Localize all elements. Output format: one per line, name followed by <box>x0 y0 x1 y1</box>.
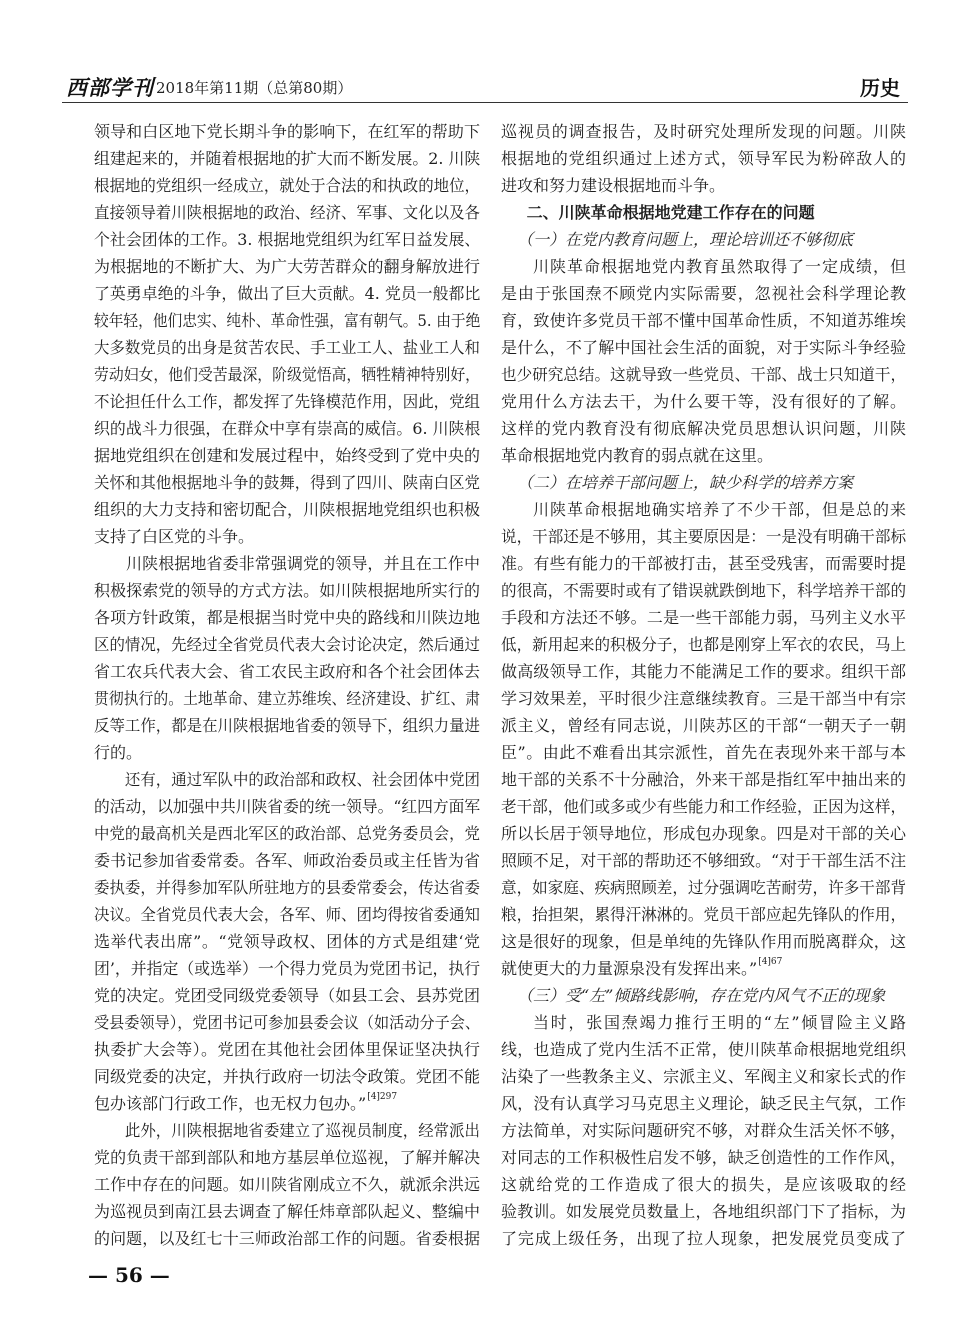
text-line: 的很高，不需要时或有了错误就跌倒地下，科学培养干部的 <box>501 581 907 600</box>
text-line: 决议。全省党员代表大会，各军、师、团均得按省委通知 <box>94 905 481 924</box>
text-line: 区的情况，先经过全省党员代表大会讨论决定，然后通过 <box>94 635 481 654</box>
text-line: 这是很好的现象，但是单纯的先锋队作用而脱离群众，这 <box>501 932 906 951</box>
text-line: 是什么，不了解中国社会生活的面貌，对于实际斗争经验 <box>501 338 906 357</box>
text-line: 委书记参加省委常委。各军、师政治委员或主任皆为省 <box>94 851 480 870</box>
header-rule <box>62 102 908 103</box>
text-line: 对同志的工作积极性启发不够，缺乏创造性的工作作风， <box>501 1148 906 1167</box>
paragraph <box>94 550 480 766</box>
issue-info: 2018年第11期（总第80期） <box>156 79 353 97</box>
paragraph <box>94 1117 480 1252</box>
text-line: 线，也造成了党内生活不正常，使川陕革命根据地党组织 <box>501 1040 906 1059</box>
text-line: 说，干部还是不够用，其主要原因是：一是没有明确干部标 <box>501 527 907 546</box>
text-line: 地干部的关系不十分融洽，外来干部是指红军中抽出来的 <box>501 770 906 789</box>
text-line: 党用什么方法去干，为什么要干等，没有很好的了解。 <box>501 392 906 411</box>
section-heading: 二、川陕革命根据地党建工作存在的问题 <box>526 203 815 222</box>
text-line: 为巡视员到南江县去调查了解任炜章部队起义、整编中 <box>94 1202 480 1221</box>
text-line: 老干部，他们或多或少有些能力和工作经验，正因为这样， <box>501 797 907 816</box>
line-text: 包办该部门行政工作，也无权力包办。” <box>94 1094 367 1113</box>
text-line: 臣”。由此不难看出其宗派性，首先在表现外来干部与本 <box>501 743 906 762</box>
text-line: 还有，通过军队中的政治部和政权、社会团体中党团 <box>124 770 481 789</box>
text-line: 沾染了一些教条主义、宗派主义、军阀主义和家长式的作 <box>501 1067 906 1086</box>
text-line: 织的战斗力很强，在群众中享有崇高的威信。6. 川陕根 <box>94 419 481 438</box>
text-line: 关怀和其他根据地斗争的鼓舞，得到了四川、陕南白区党 <box>94 473 481 492</box>
page-number: — 56 — <box>88 1263 170 1287</box>
text-line: 此外，川陕根据地省委建立了巡视员制度，经常派出 <box>124 1121 481 1140</box>
line-text: 就使更大的力量源泉没有发挥出来。” <box>501 959 758 978</box>
text-line: 行的。 <box>94 743 143 762</box>
text-line: 做高级领导工作，其能力不能满足工作的要求。组织干部 <box>501 662 906 681</box>
text-line: 委执委，并得参加军队所驻地方的县委常委会，传达省委 <box>94 878 481 897</box>
text-line: 劳动妇女，他们受苦最深，阶级觉悟高，牺牲精神特别好， <box>94 365 481 384</box>
text-line: 直接领导着川陕根据地的政治、经济、军事、文化以及各 <box>94 203 481 222</box>
right-column <box>501 118 906 1252</box>
paragraph <box>501 118 906 199</box>
text-line: 的问题，以及红七十三师政治部工作的问题。省委根据 <box>94 1229 480 1248</box>
text-line: 这样的党内教育没有彻底解决党员思想认识问题，川陕 <box>501 419 906 438</box>
text-line: 贯彻执行的。土地革命、建立苏维埃、经济建设、扩红、肃 <box>94 689 481 708</box>
text-line: 同级党委的决定，并执行政府一切法令政策。党团不能 <box>94 1067 480 1086</box>
text-line: 反等工作，都是在川陕根据地省委的领导下，组织力量进 <box>94 716 481 735</box>
text-line: 大多数党员的出身是贫苦农民、手工业工人、盐业工人和 <box>94 338 481 357</box>
text-line: 川陕革命根据地党内教育虽然取得了一定成绩，但 <box>533 257 906 276</box>
text-line: 川陕革命根据地确实培养了不少干部，但是总的来 <box>533 500 906 519</box>
text-line: 执委扩大会等）。党团在其他社会团体里保证坚决执行 <box>94 1040 480 1059</box>
text-line: 党的负责干部到部队和地方基层单位巡视，了解并解决 <box>94 1148 480 1167</box>
text-line: 积极探索党的领导的方式方法。如川陕根据地所实行的 <box>94 581 480 600</box>
text-line: 粮，抬担架，累得汗淋淋的。党员干部应起先锋队的作用， <box>501 905 907 924</box>
section-label: 历史 <box>860 76 900 100</box>
text-line: 团’，并指定（或选举）一个得力党员为党团书记，执行 <box>94 959 481 978</box>
text-line <box>94 1090 480 1117</box>
text-line: 不论担任什么工作，都发挥了先锋模范作用，因此，党组 <box>94 392 481 411</box>
journal-logo: 西部学刊 <box>66 75 154 100</box>
text-line: 风，没有认真学习马克思主义理论，缺乏民主气氛，工作 <box>501 1094 906 1113</box>
citation-superscript: [4]67 <box>758 957 783 967</box>
paragraph <box>94 118 480 550</box>
text-line: 根据地的党组织通过上述方式，领导军民为粉碎敌人的 <box>501 149 906 168</box>
text-line: 组建起来的，并随着根据地的扩大而不断发展。2. 川陕 <box>94 149 481 168</box>
citation-superscript: [4]297 <box>367 1092 398 1102</box>
text-line: 革命根据地党内教育的弱点就在这里。 <box>501 446 774 465</box>
text-line: 领导和白区地下党长期斗争的影响下，在红军的帮助下 <box>94 122 480 141</box>
text-line: 意，如家庭、疾病照顾差，过分强调吃苦耐劳，许多干部背 <box>501 878 907 897</box>
text-line: 准。有些有能力的干部被打击，甚至受残害，而需要时提 <box>501 554 906 573</box>
text-line: 川陕根据地省委非常强调党的领导，并且在工作中 <box>126 554 480 573</box>
text-line: 选举代表出席”。“党领导政权、团体的方式是组建‘党 <box>94 932 480 951</box>
text-line: 所以长居于领导地位，形成包办现象。四是对干部的关心 <box>501 824 906 843</box>
text-line: 学习效果差，平时很少注意继续教育。三是干部当中有宗 <box>501 689 906 708</box>
text-line: 巡视员的调查报告，及时研究处理所发现的问题。川陕 <box>501 122 906 141</box>
text-line: 低，新用起来的积极分子，也都是刚穿上军衣的农民，马上 <box>501 635 907 654</box>
text-line: 派主义，曾经有同志说，川陕苏区的干部“一朝天子一朝 <box>501 716 906 735</box>
text-line: 了完成上级任务，出现了拉人现象，把发展党员变成了 <box>501 1229 906 1248</box>
paragraph <box>94 766 480 1117</box>
text-line: 方法简单，对实际问题研究不够，对群众生活关怀不够， <box>501 1121 906 1140</box>
text-line: 个社会团体的工作。3. 根据地党组织为红军日益发展、 <box>94 230 481 249</box>
text-line: 手段和方法还不够。二是一些干部能力弱，马列主义水平 <box>501 608 906 627</box>
text-line: 受县委领导），党团书记可参加县委会议（如活动分子会、 <box>94 1013 481 1032</box>
text-line: 根据地的党组织一经成立，就处于合法的和执政的地位， <box>94 176 481 195</box>
left-column <box>94 118 480 1252</box>
text-line: 工作中存在的问题。如川陕省刚成立不久，就派余洪远 <box>94 1175 480 1194</box>
text-line: 据地党组织在创建和发展过程中，始终受到了党中央的 <box>94 446 480 465</box>
text-line: 的活动，以加强中共川陕省委的统一领导。“红四方面军 <box>94 797 481 816</box>
text-line: 党的决定。党团受同级党委领导（如县工会、县苏党团 <box>94 986 480 1005</box>
paragraph <box>501 1009 906 1252</box>
text-line: 各项方针政策，都是根据当时党中央的路线和川陕边地 <box>94 608 480 627</box>
text-line: 中党的最高机关是西北军区的政治部、总党务委员会，党 <box>94 824 481 843</box>
text-line: 育，致使许多党员干部不懂中国革命性质，不知道苏维埃 <box>501 311 906 330</box>
text-line: 为根据地的不断扩大、为广大劳苦群众的翻身解放进行 <box>94 257 480 276</box>
text-line: 这就给党的工作造成了很大的损失，是应该吸取的经 <box>501 1175 906 1194</box>
text-line: 照顾不足，对干部的帮助还不够细致。“对于干部生活不注 <box>501 851 907 870</box>
text-line: 支持了白区党的斗争。 <box>94 527 255 546</box>
text-line: 较年轻，他们忠实、纯朴、革命性强，富有朝气。5. 由于绝 <box>94 311 481 330</box>
text-line: 也少研究总结。这就导致一些党员、干部、战士只知道干， <box>501 365 907 384</box>
subsection-heading: （二）在培养干部问题上，缺少科学的培养方案 <box>517 473 854 492</box>
text-line: 了英勇卓绝的斗争，做出了巨大贡献。4. 党员一般都比 <box>94 284 481 303</box>
subsection-heading: （三）受“左”倾路线影响，存在党内风气不正的现象 <box>517 986 886 1005</box>
text-line: 省工农兵代表大会、省工农民主政府和各个社会团体去 <box>94 662 480 681</box>
text-line: 当时，张国焘竭力推行王明的“左”倾冒险主义路 <box>533 1013 906 1032</box>
paragraph <box>501 253 906 469</box>
subsection-heading: （一）在党内教育问题上，理论培训还不够彻底 <box>517 230 854 249</box>
text-line: 验教训。如发展党员数量上，各地组织部门下了指标，为 <box>501 1202 906 1221</box>
text-line <box>501 955 906 982</box>
text-line: 是由于张国焘不顾党内实际需要，忽视社会科学理论教 <box>501 284 906 303</box>
text-line: 进攻和努力建设根据地而斗争。 <box>501 176 726 195</box>
text-line: 组织的大力支持和密切配合，川陕根据地党组织也积极 <box>94 500 480 519</box>
paragraph <box>501 496 906 982</box>
